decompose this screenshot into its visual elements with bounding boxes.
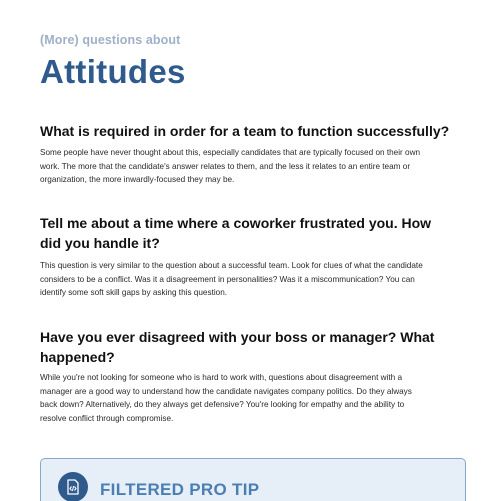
code-document-icon <box>58 472 88 501</box>
pro-tip-label: FILTERED PRO TIP <box>100 480 260 499</box>
question-description: Some people have never thought about this, especially candidates that are typically focused on their own work. The more that the candidate's answer relates to them, and the less it relates to an entire team or organization, the more inwardly-focused they may be. <box>40 148 421 185</box>
question-description: This question is very similar to the question about a successful team. Look for clues of what the candidate considers to be a conflict. Was it a disagreement in personalities? Was it a miscommunication? You can identify some soft skill gaps by asking this question. <box>40 261 423 298</box>
question-heading: What is required in order for a team to function successfully? <box>40 123 450 139</box>
question-heading: Have you ever disagreed with your boss or manager? What happened? <box>40 329 435 365</box>
page-kicker: (More) questions about <box>40 33 181 47</box>
pro-tip-box <box>40 458 466 501</box>
question-heading: Tell me about a time where a coworker frustrated you. How did you handle it? <box>40 215 432 251</box>
page-title: Attitudes <box>40 53 186 90</box>
question-description: While you're not looking for someone who is hard to work with, questions about disagreement with a manager are a good way to understand how the candidate navigates company politics. Do they always back down? Alternatively, do they always get defensive? You're looking for empathy and the ability to resolve conflict through compromise. <box>40 373 412 423</box>
